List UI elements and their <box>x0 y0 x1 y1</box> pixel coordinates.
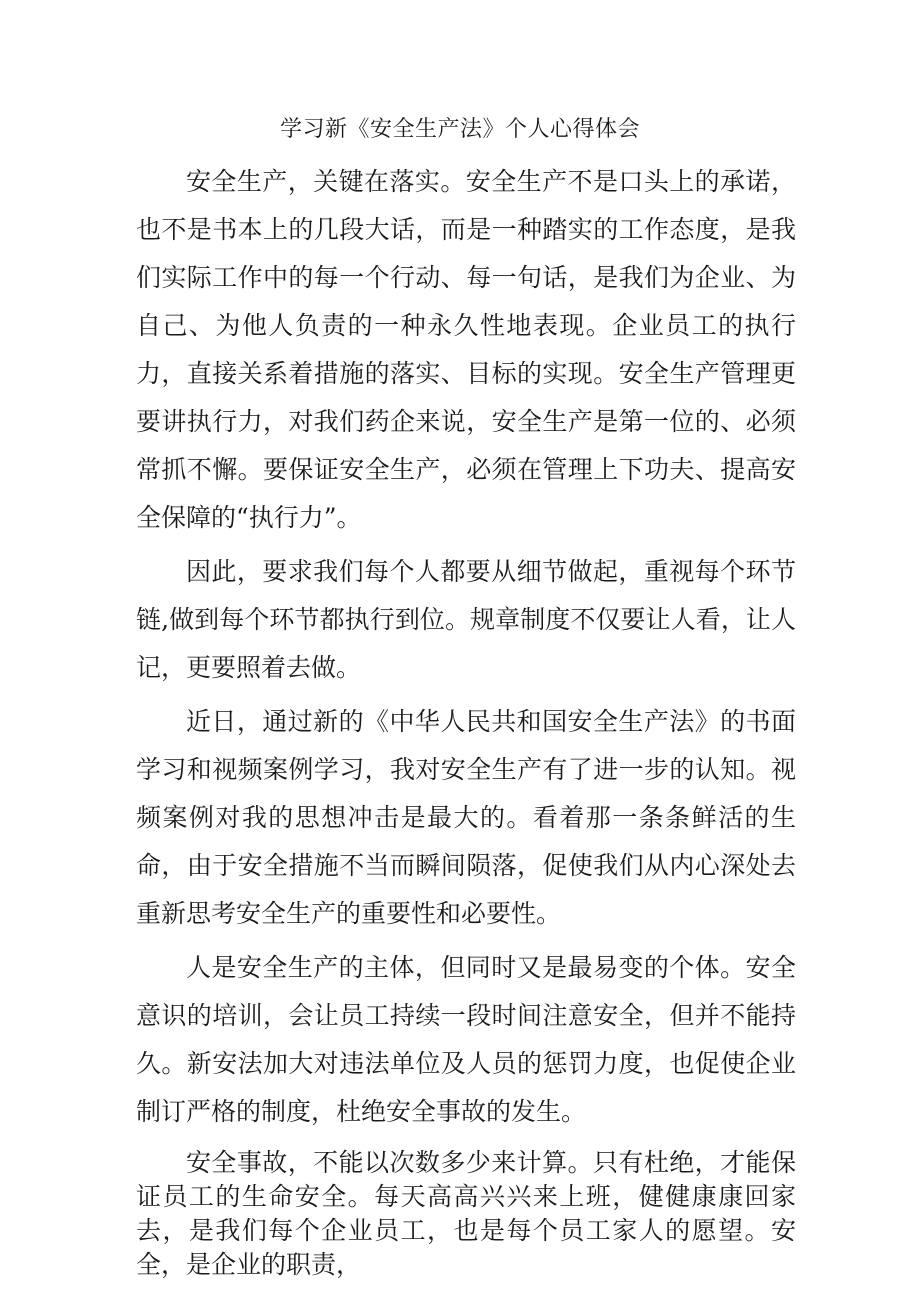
paragraph-5: 安全事故，不能以次数多少来计算。只有杜绝，才能保证员工的生命安全。每天高高兴兴来上班，健健康康回家去，是我们每个企业员工，也是每个员工家人的愿望。安全，是企业的职责， <box>136 1148 796 1279</box>
paragraph-3: 近日，通过新的《中华人民共和国安全生产法》的书面学习和视频案例学习，我对安全生产有了进一步的认知。视频案例对我的思想冲击是最大的。看着那一条条鲜活的生命，由于安全措施不当而瞬间陨落，促使我们从内心深处去重新思考安全生产的重要性和必要性。 <box>136 707 796 928</box>
paragraph-1: 安全生产，关键在落实。安全生产不是口头上的承诺，也不是书本上的几段大话，而是一种踏实的工作态度，是我们实际工作中的每一个行动、每一句话，是我们为企业、为自己、为他人负责的一种永久性地表现。企业员工的执行力，直接关系着措施的落实、目标的实现。安全生产管理更要讲执行力，对我们药企来说，安全生产是第一位的、必须常抓不懈。要保证安全生产，必须在管理上下功夫、提高安全保障的“执行力”。 <box>136 167 796 532</box>
document-body <box>136 158 796 1282</box>
document-title: 学习新《安全生产法》个人心得体会 <box>279 117 640 142</box>
paragraph-4: 人是安全生产的主体，但同时又是最易变的个体。安全意识的培训，会让员工持续一段时间注意安全，但并不能持久。新安法加大对违法单位及人员的惩罚力度，也促使企业制订严格的制度，杜绝安全事故的发生。 <box>136 953 796 1126</box>
paragraph-2: 因此，要求我们每个人都要从细节做起，重视每个环节链,做到每个环节都执行到位。规章制度不仅要让人看，让人记，更要照着去做。 <box>136 557 796 682</box>
